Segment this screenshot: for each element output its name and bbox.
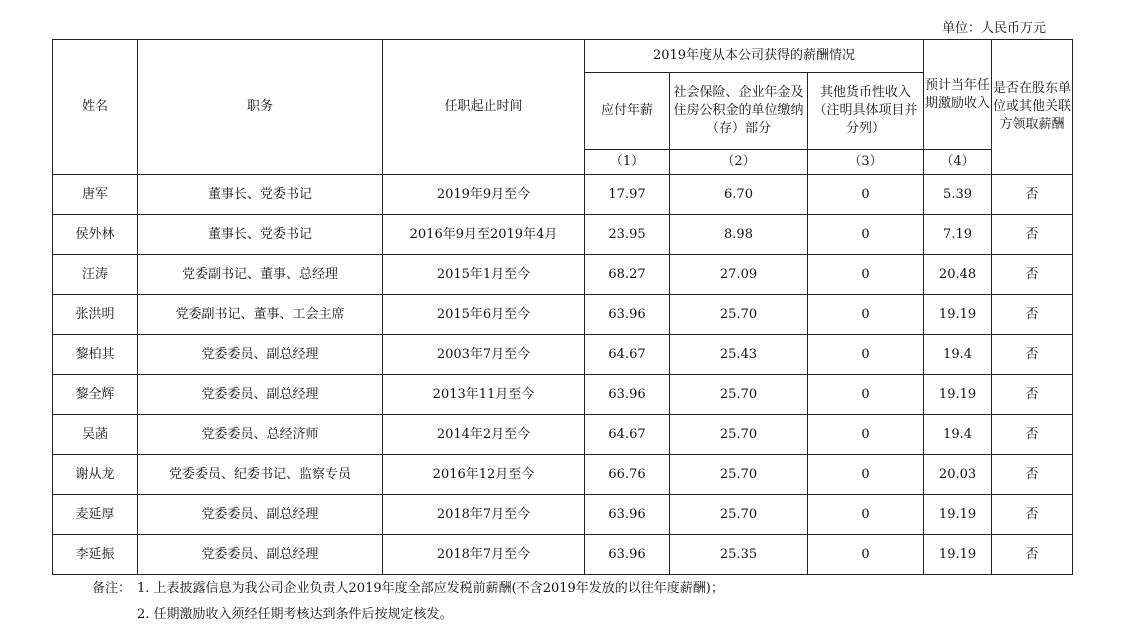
- cell-position: 党委委员、副总经理: [138, 535, 383, 575]
- cell-position: 董事长、党委书记: [138, 215, 383, 255]
- cell-related: 否: [992, 255, 1073, 295]
- header-name: 姓名: [53, 40, 138, 175]
- cell-name: 汪涛: [53, 255, 138, 295]
- cell-term: 2016年12月至今: [383, 455, 585, 495]
- cell-position: 党委委员、副总经理: [138, 335, 383, 375]
- header-salary: 应付年薪: [585, 73, 670, 150]
- cell-term: 2018年7月至今: [383, 495, 585, 535]
- cell-term: 2019年9月至今: [383, 175, 585, 215]
- header-term: 任职起止时间: [383, 40, 585, 175]
- cell-social: 25.43: [670, 335, 808, 375]
- cell-incentive: 19.19: [924, 295, 992, 335]
- cell-salary: 64.67: [585, 335, 670, 375]
- cell-other: 0: [808, 375, 924, 415]
- cell-salary: 66.76: [585, 455, 670, 495]
- cell-incentive: 20.48: [924, 255, 992, 295]
- col-number-2: （2）: [670, 150, 808, 175]
- cell-term: 2003年7月至今: [383, 335, 585, 375]
- header-position: 职务: [138, 40, 383, 175]
- cell-position: 党委副书记、董事、总经理: [138, 255, 383, 295]
- cell-incentive: 19.19: [924, 535, 992, 575]
- cell-term: 2014年2月至今: [383, 415, 585, 455]
- table-row: [53, 495, 1073, 535]
- cell-social: 27.09: [670, 255, 808, 295]
- cell-other: 0: [808, 495, 924, 535]
- cell-other: 0: [808, 455, 924, 495]
- cell-name: 张洪明: [53, 295, 138, 335]
- col-number-1: （1）: [585, 150, 670, 175]
- cell-other: 0: [808, 415, 924, 455]
- cell-name: 黎柏其: [53, 335, 138, 375]
- col-number-4: （4）: [924, 150, 992, 175]
- col-number-3: （3）: [808, 150, 924, 175]
- cell-salary: 63.96: [585, 535, 670, 575]
- note-line-1: [92, 576, 724, 602]
- cell-term: 2016年9月至2019年4月: [383, 215, 585, 255]
- cell-related: 否: [992, 215, 1073, 255]
- cell-salary: 63.96: [585, 495, 670, 535]
- cell-name: 黎全辉: [53, 375, 138, 415]
- cell-related: 否: [992, 335, 1073, 375]
- table-row: [53, 255, 1073, 295]
- note-item: 2. 任期激励收入须经任期考核达到条件后按规定核发。: [137, 607, 453, 622]
- cell-incentive: 7.19: [924, 215, 992, 255]
- cell-incentive: 19.19: [924, 375, 992, 415]
- cell-related: 否: [992, 535, 1073, 575]
- table-row: [53, 215, 1073, 255]
- cell-name: 麦延厚: [53, 495, 138, 535]
- cell-salary: 17.97: [585, 175, 670, 215]
- cell-incentive: 20.03: [924, 455, 992, 495]
- note-item: 1. 上表披露信息为我公司企业负责人2019年度全部应发税前薪酬(不含2019年发放的以往年度薪酬)；: [137, 581, 724, 596]
- cell-name: 吴菡: [53, 415, 138, 455]
- cell-social: 8.98: [670, 215, 808, 255]
- cell-social: 25.70: [670, 375, 808, 415]
- cell-term: 2015年6月至今: [383, 295, 585, 335]
- cell-social: 25.70: [670, 295, 808, 335]
- cell-social: 25.35: [670, 535, 808, 575]
- cell-position: 党委委员、副总经理: [138, 375, 383, 415]
- compensation-table: [52, 39, 1073, 575]
- cell-related: 否: [992, 455, 1073, 495]
- table-row: [53, 375, 1073, 415]
- cell-incentive: 19.4: [924, 415, 992, 455]
- cell-salary: 63.96: [585, 295, 670, 335]
- table-row: [53, 415, 1073, 455]
- cell-position: 党委副书记、董事、工会主席: [138, 295, 383, 335]
- header-group-2019-pay: 2019年度从本公司获得的薪酬情况: [585, 40, 924, 73]
- cell-incentive: 19.4: [924, 335, 992, 375]
- cell-social: 25.70: [670, 415, 808, 455]
- cell-related: 否: [992, 415, 1073, 455]
- cell-name: 谢从龙: [53, 455, 138, 495]
- cell-social: 25.70: [670, 495, 808, 535]
- cell-position: 董事长、党委书记: [138, 175, 383, 215]
- cell-other: 0: [808, 255, 924, 295]
- cell-name: 李延振: [53, 535, 138, 575]
- cell-other: 0: [808, 215, 924, 255]
- cell-social: 25.70: [670, 455, 808, 495]
- cell-other: 0: [808, 295, 924, 335]
- cell-term: 2013年11月至今: [383, 375, 585, 415]
- cell-position: 党委委员、副总经理: [138, 495, 383, 535]
- cell-related: 否: [992, 375, 1073, 415]
- cell-name: 侯外林: [53, 215, 138, 255]
- table-row: [53, 455, 1073, 495]
- cell-position: 党委委员、总经济师: [138, 415, 383, 455]
- table-row: [53, 295, 1073, 335]
- notes-label: 备注：: [92, 581, 132, 596]
- cell-social: 6.70: [670, 175, 808, 215]
- note-line-2: [92, 602, 724, 628]
- cell-salary: 68.27: [585, 255, 670, 295]
- table-row: [53, 535, 1073, 575]
- cell-related: 否: [992, 295, 1073, 335]
- cell-salary: 63.96: [585, 375, 670, 415]
- cell-other: 0: [808, 175, 924, 215]
- cell-name: 唐军: [53, 175, 138, 215]
- cell-related: 否: [992, 175, 1073, 215]
- cell-position: 党委委员、纪委书记、监察专员: [138, 455, 383, 495]
- cell-other: 0: [808, 535, 924, 575]
- unit-label: 单位：人民币万元: [941, 21, 1046, 36]
- cell-term: 2015年1月至今: [383, 255, 585, 295]
- notes: [92, 576, 724, 628]
- cell-related: 否: [992, 495, 1073, 535]
- header-incentive: 预计当年任期激励收入: [924, 40, 992, 150]
- cell-term: 2018年7月至今: [383, 535, 585, 575]
- header-other-income: 其他货币性收入（注明具体项目并分列）: [808, 73, 924, 150]
- cell-salary: 23.95: [585, 215, 670, 255]
- table-row: [53, 175, 1073, 215]
- header-related-pay: 是否在股东单位或其他关联方领取薪酬: [992, 40, 1073, 175]
- cell-other: 0: [808, 335, 924, 375]
- cell-salary: 64.67: [585, 415, 670, 455]
- header-social-insurance: 社会保险、企业年金及住房公积金的单位缴纳（存）部分: [670, 73, 808, 150]
- table-row: [53, 335, 1073, 375]
- cell-incentive: 19.19: [924, 495, 992, 535]
- cell-incentive: 5.39: [924, 175, 992, 215]
